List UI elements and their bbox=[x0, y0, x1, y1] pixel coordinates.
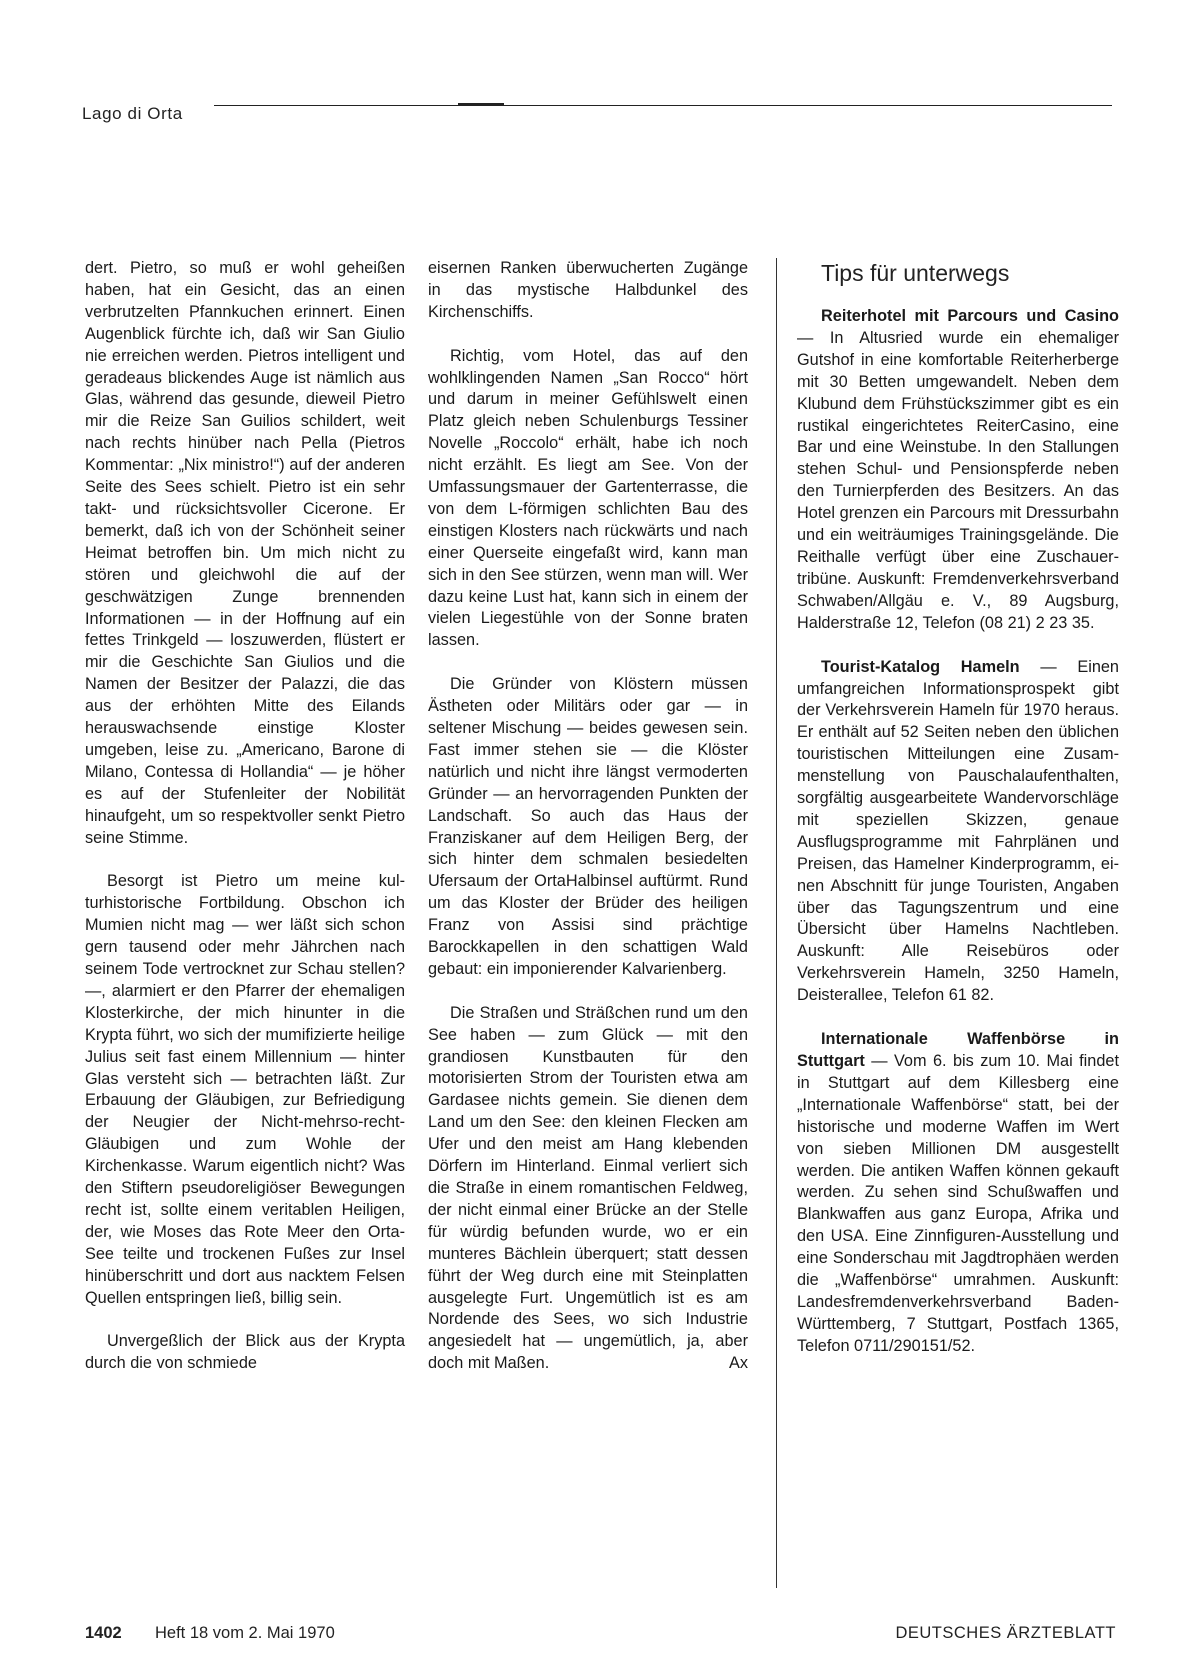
running-title: Lago di Orta bbox=[82, 104, 183, 123]
article-column-2 bbox=[428, 258, 748, 1397]
paragraph-last bbox=[428, 1003, 748, 1375]
page-number: 1402 bbox=[85, 1624, 122, 1642]
tip-item bbox=[797, 657, 1119, 1008]
paragraph-text: Die Straßen und Sträßchen rund um den See haben — zum Glück — mit den grandiosen Kunstbauten für den motorisierten Strom der Touristen etwa am Gardasee nichts gemein. Sie dienen dem Land um den See: den kleinen Flecken am Ufer und den meist am Hang klebenden Dörfern im Hinterland. Einmal verliert sich die Straße in einem romantischen Feldweg, der nicht einmal einer Brücke an der Stelle für würdig befunden wurde, wo er ein munteres Bächlein überquert; statt dessen führt der Weg durch eine mit Steinplatten ausgelegte Furt. Ungemütlich ist es am Nordende des Sees, wo sich Industrie angesiedelt hat — ungemütlich, ja, aber doch mit Maßen. bbox=[428, 1003, 748, 1373]
issue-info: Heft 18 vom 2. Mai 1970 bbox=[155, 1624, 335, 1642]
tip-title: Internationale Waffenbörse in Stuttgart bbox=[797, 1030, 1119, 1070]
tip-text: — Einen umfangreichen Informationsprospekt gibt der Verkehrsverein Hameln für 1970 heraus. Er enthält auf 52 Seiten neben den üblichen touristischen Mitteilungen eine Zusammenstellung von Pauschalaufenthalten, sorgfältig ausgearbeitete Wandervorschläge mit speziellen Skizzen, genaue Ausflugsprogramme mit Fahrplänen und Preisen, das Hamelner Kinderprogramm, einen Abschnitt für junge Touristen, Angaben über das Tagungszentrum und eine Übersicht über Hamelns Nachtleben. Auskunft: Alle Reisebüros oder Verkehrsverein Hameln, 3250 Hameln, Deisterallee, Telefon 61 82. bbox=[797, 657, 1119, 1005]
tip-title: Tourist-Katalog Hameln bbox=[821, 657, 1020, 676]
tip-title: Reiterhotel mit Parcours und Casino bbox=[821, 307, 1119, 325]
tip-item bbox=[797, 1029, 1119, 1358]
paragraph: eisernen Ranken überwucherten Zugänge in das mystische Halbdunkel des Kirchenschiffs. bbox=[428, 259, 748, 321]
tips-heading: Tips für unterwegs bbox=[821, 260, 1010, 286]
tip-text: — Vom 6. bis zum 10. Mai findet in Stuttgart auf dem Killesberg eine „Internationale Waffenbörse“ statt, bei der historische und moderne Waffen im Wert von sieben Millionen DM ausgestellt werden. Die antiken Waffen können gekauft werden. Zu sehen sind Schußwaffen und Blankwaffen aus ganz Europa, Afrika und den USA. Eine Zinnfiguren-Ausstellung und eine Sonderschau mit Jagdtrophäen werden die „Waffenbörse“ umrahmen. Auskunft: Landesfremdenverkehrsverband Baden-Württemberg, 7 Stuttgart, Postfach 1365, Telefon 0711/290151/52. bbox=[797, 1052, 1119, 1355]
header-rule bbox=[214, 105, 1112, 106]
tip-item bbox=[797, 306, 1119, 635]
paragraph: Besorgt ist Pietro um meine kulturhistorische Fortbildung. Obschon ich Mumien nicht mag — wer läßt sich schon gern tausend oder mehr Jährchen nach seinem Tode vertrocknet zur Schau stellen? —, alarmiert er den Pfarrer der ehemaligen Klosterkirche, der mich hinunter in die Krypta führt, wo sich der mumifizierte heilige Julius seit fast einem Millennium — hinter Glas versteht sich — betrachten läßt. Zur Erbauung der Gläubigen, zur Befriedigung der Neugier der Nicht-mehrso-recht-Gläubigen und zum Wohle der Kirchenkasse. Warum eigentlich nicht? Was den Stiftern pseudoreligiöser Bewegungen recht ist, sollte einem veritablen Heiligen, der, wie Moses das Rote Meer den Orta-See teilte und trockenen Fußes zur Insel hinüberschritt und dort aus nacktem Felsen Quellen entspringen ließ, billig sein. bbox=[85, 872, 405, 1307]
tip-text: — In Altusried wurde ein ehemaliger Gutshof in eine komfortable Reiterherberge mit 30 Betten umgewandelt. Neben dem Klubund dem Frühstückszimmer gibt es ein rustikal eingerichtetes ReiterCasino, eine Bar und eine Weinstube. In den Stallungen stehen Schul- und Pensionspferde neben den Turnierpferden des Besitzers. An das Hotel grenzen ein Parcours mit Dressurbahn und ein weiträumiges Trainingsgelände. Die Reithalle verfügt über eine Zuschauertribüne. Auskunft: Fremdenverkehrsverband Schwaben/Allgäu e. V., 89 Augsburg, Halderstraße 12, Telefon (08 21) 2 23 35. bbox=[797, 328, 1119, 632]
author-signature: Ax bbox=[728, 1354, 748, 1373]
journal-name: DEUTSCHES ÄRZTEBLATT bbox=[895, 1624, 1116, 1642]
header-rule-mark bbox=[458, 103, 504, 105]
paragraph: dert. Pietro, so muß er wohl geheißen haben, hat ein Gesicht, das an einen verbrutzelten Pfannkuchen erinnert. Einen Augenblick fürchte ich, daß wir San Giulio nie erreichen werden. Pietros intelligent und geradeaus blickendes Auge ist nämlich aus Glas, während das gesunde, dieweil Pietro mir die Reize San Guilios schildert, weit nach rechts hinüber nach Pella (Pietros Kommentar: „Nix ministro!“) auf der anderen Seite des Sees schielt. Pietro ist ein sehr takt- und rücksichtsvoller Cicerone. Er bemerkt, daß ich von der Schönheit seiner Heimat betroffen bin. Um mich nicht zu stören und gleichwohl die auf der geschwätzigen Zunge brennenden Informationen — in der Hoffnung auf ein fettes Trinkgeld — loszuwerden, flüstert er mir die Geschichte San Giulios und die Namen der Besitzer der Palazzi, die das aus der erhöhten Mitte des Eilands herauswachsende einstige Kloster umgeben, leise zu. „Americano, Barone di Milano, Contessa di Hollandia“ — je höher es auf der Stufenleiter der Nobilität hinaufgeht, um so respektvoller senkt Pietro seine Stimme. bbox=[85, 259, 405, 847]
paragraph: Richtig, vom Hotel, das auf den wohlklingenden Namen „San Rocco“ hört und darum in meiner Gefühlswelt einen Platz gleich neben Schulenburgs Tessiner Novelle „Roccolo“ erhält, habe ich noch nicht erzählt. Es liegt am See. Von der Umfassungsmauer der Gartenterrasse, die von dem L-förmigen schlichten Bau des einstigen Klosters nach rückwärts und nach einer Querseite eingefaßt wird, kann man sich in den See stürzen, wenn man will. Wer dazu keine Lust hat, kann sich in einem der vielen Liegestühle von der Sonne braten lassen. bbox=[428, 346, 748, 650]
tips-sidebar bbox=[797, 258, 1119, 1380]
column-divider bbox=[776, 258, 777, 1588]
paragraph: Die Gründer von Klöstern müssen Ästheten oder Militärs oder gar — in seltener Mischung — beides gewesen sein. Fast immer stehen sie — die Klöster natürlich und nicht ihre längst vermoderten Gründer — an hervorragenden Punkten der Landschaft. So auch das Haus der Franziskaner auf dem Heiligen Berg, der sich hinter dem schmalen besiedelten Ufersaum der OrtaHalbinsel auftürmt. Rund um das Kloster der Brüder des heiligen Franz von Assisi sind prächtige Barockkapellen in den schattigen Wald gebaut: ein imponierender Kalvarienberg. bbox=[428, 675, 748, 978]
article-column-1 bbox=[85, 258, 405, 1397]
paragraph: Unvergeßlich der Blick aus der Krypta durch die von schmiede bbox=[85, 1332, 405, 1373]
